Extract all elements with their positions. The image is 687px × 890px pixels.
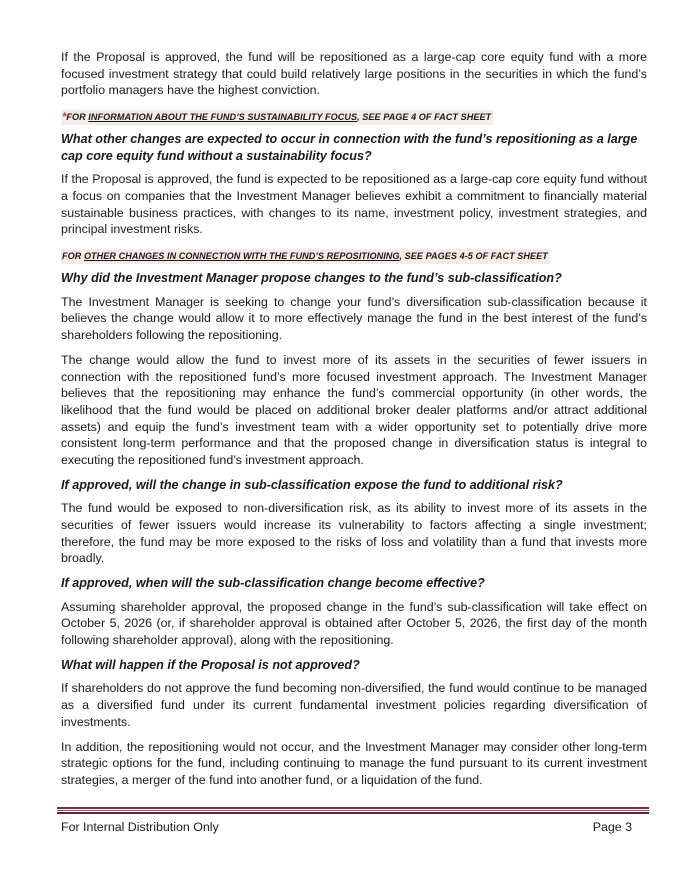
page-number: Page 3	[592, 820, 632, 834]
paragraph: The fund would be exposed to non-diversification risk, as its ability to invest more of its assets in the securities of fewer issuers would increase its vulnerability to factors affecting a single investment; therefore, the fund may be more exposed to the risks of loss and volatility than a fund that invests more broadly.	[61, 501, 647, 566]
paragraph: In addition, the repositioning would not occur, and the Investment Manager may consider other long-term strategic options for the fund, including continuing to manage the fund pursuant to its current investment strategies, a merger of the fund into another fund, or a liquidation of the fund.	[61, 739, 647, 787]
footer-divider-line	[57, 812, 649, 814]
paragraph: If the Proposal is approved, the fund is expected to be repositioned as a large-cap core equity fund without a focus on companies that the Investment Manager believes exhibit a commitment to financially material sustainable business practices, with changes to its name, investment policy, investment strategies, and principal investment risks.	[61, 172, 647, 237]
question-heading: If approved, will the change in sub-classification expose the fund to additional risk?	[61, 477, 563, 492]
question-heading: If approved, when will the sub-classification change become effective?	[61, 576, 485, 591]
paragraph: If shareholders do not approve the fund becoming non-diversified, the fund would continue to be managed as a diversified fund under its current fundamental investment policies regarding diversification of investments.	[61, 681, 647, 729]
question-heading: What will happen if the Proposal is not approved?	[61, 657, 360, 672]
fact-sheet-note	[61, 107, 647, 131]
fact-sheet-note	[61, 246, 647, 270]
footer-divider	[57, 807, 649, 815]
note-prefix: FOR	[66, 112, 89, 123]
question-heading: Why did the Investment Manager propose changes to the fund’s sub-classification?	[61, 271, 562, 286]
footer-divider-line	[57, 810, 649, 811]
note-repositioning	[61, 249, 550, 264]
note-suffix: , SEE PAGES 4-5 OF FACT SHEET	[399, 251, 548, 262]
paragraph: If the Proposal is approved, the fund will be repositioned as a large-cap core equity fund with a more focused investment strategy that could build relatively large positions in the securities in which the fund’s portfolio managers have the highest conviction.	[61, 50, 647, 98]
note-link[interactable]: INFORMATION ABOUT THE FUND’S SUSTAINABILITY FOCUS	[88, 112, 358, 123]
document-body	[61, 49, 647, 797]
paragraph: Assuming shareholder approval, the proposed change in the fund’s sub-classification will take effect on October 5, 2026 (or, if shareholder approval is obtained after October 5, 2026, the first day of the month following shareholder approval), along with the repositioning.	[61, 599, 647, 648]
footer-divider-line	[57, 807, 649, 809]
question-heading: What other changes are expected to occur in connection with the fund’s repositioning as a large cap core equity fund without a sustainability focus?	[61, 132, 638, 163]
note-link[interactable]: OTHER CHANGES IN CONNECTION WITH THE FUND’S REPOSITIONING	[83, 251, 400, 262]
asterisk-icon: *	[62, 111, 67, 124]
footer-distribution-label: For Internal Distribution Only	[61, 820, 219, 834]
note-prefix: FOR	[62, 251, 84, 262]
note-suffix: , SEE PAGE 4 OF FACT SHEET	[357, 112, 492, 123]
paragraph: The change would allow the fund to invest more of its assets in the securities of fewer issuers in connection with the repositioned fund’s more focused investment approach. The Investment Manager believes that the repositioning may enhance the fund’s commercial opportunity (in other words, the likelihood that the fund would be placed on additional broker dealer platforms and/or attract additional assets) and equip the fund’s investment team with a wider opportunity set to potentially drive more consistent long-term performance and that the proposed change in diversification status is integral to executing the repositioned fund’s investment approach.	[61, 352, 647, 468]
note-sustainability	[61, 110, 493, 125]
paragraph: The Investment Manager is seeking to change your fund’s diversification sub-classification because it believes the change would allow it to more effectively manage the fund in the best interest of the fund’s shareholders following the repositioning.	[61, 294, 647, 343]
